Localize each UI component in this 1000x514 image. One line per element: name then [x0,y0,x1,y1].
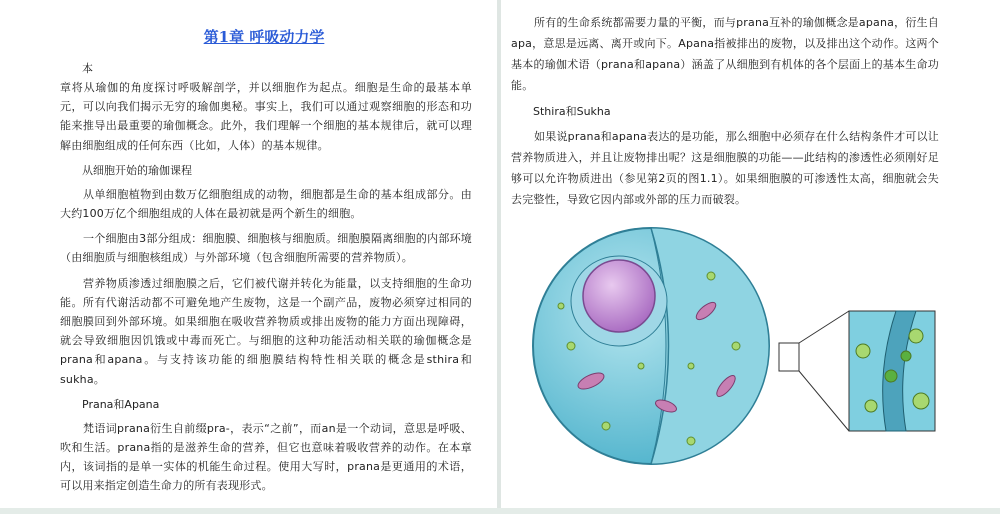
nucleus [583,260,655,332]
paragraph: 梵语词prana衍生自前缀pra-，表示“之前”，而an是一个动词，意思是呼吸、吹和生活。prana指的是滋养生命的营养，但它也意味着吸收营养的动作。在本章内，该词指的是单一实体的机能生命过程。使用大写时，prana是更通用的术语，可以用来指定创造生命力的所有表现形式。 [60,421,472,493]
cell-sphere [533,228,769,464]
paragraph: 一个细胞由3部分组成：细胞膜、细胞核与细胞质。细胞膜隔离细胞的内部环境（由细胞质与细胞核组成）与外部环境（包含细胞所需要的营养物质）。 [60,232,472,265]
paragraph: 所有的生命系统都需要力量的平衡，而与prana互补的瑜伽概念是apana，衍生自apa，意思是远离、离开或向下。Apana指被排出的废物，以及排出这个动作。这两个基本的瑜伽术语（prana和apana）涵盖了从细胞到有机体的各个层面上的基本生命功能。 [511,16,939,92]
intro-first-char: 本 [82,62,93,75]
chapter-title[interactable] [58,27,470,47]
paragraph: 从单细胞植物到由数万亿细胞组成的动物，细胞都是生命的基本组成部分。由大约100万亿个细胞组成的人体在最初就是两个新生的细胞。 [60,187,472,221]
paragraph: 营养物质渗透过细胞膜之后，它们被代谢并转化为能量，以支持细胞的生命功能。所有代谢活动都不可避免地产生废物，这是一个副产品，废物必须穿过相同的细胞膜回到外部环境。如果细胞在吸收营养物质或排出废物的能力方面出现障碍，就会导致细胞因饥饿或中毒而死亡。与细胞的这种功能活动相关联的瑜伽概念是prana和apana。与支持该功能的细胞膜结构特性相关联的概念是sthira和sukha。 [60,276,472,386]
chapter-title-link[interactable]: 第1章 呼吸动力学 [203,28,325,46]
intro-paragraph: 章将从瑜伽的角度探讨呼吸解剖学，并以细胞作为起点。细胞是生命的最基本单元，可以向我们揭示无穷的瑜伽奥秘。事实上，我们可以通过观察细胞的形态和功能来推导出最重要的瑜伽概念。此外，我们理解一个细胞的基本规律后，就可以理解由细胞组成的任何东西（比如，人体）的基本规律。 [60,81,472,152]
right-page [501,0,1000,508]
left-page [0,0,497,508]
zoom-region-marker [779,343,799,371]
membrane-inset [849,311,935,431]
section-heading: 从细胞开始的瑜伽课程 [82,163,192,177]
section-heading: Sthira和Sukha [533,105,611,118]
paragraph: 如果说prana和apana表达的是功能，那么细胞中必须存在什么结构条件才可以让营养物质进入，并且让废物排出呢？这是细胞膜的功能——此结构的渗透性必须刚好足够可以允许物质进出（参见第2页的图1.1）。如果细胞膜的可渗透性太高，细胞就会失去完整性，导致它因内部或外部的压力而破裂。 [511,130,939,206]
cell-illustration [511,216,1000,476]
section-heading: Prana和Apana [82,397,160,411]
